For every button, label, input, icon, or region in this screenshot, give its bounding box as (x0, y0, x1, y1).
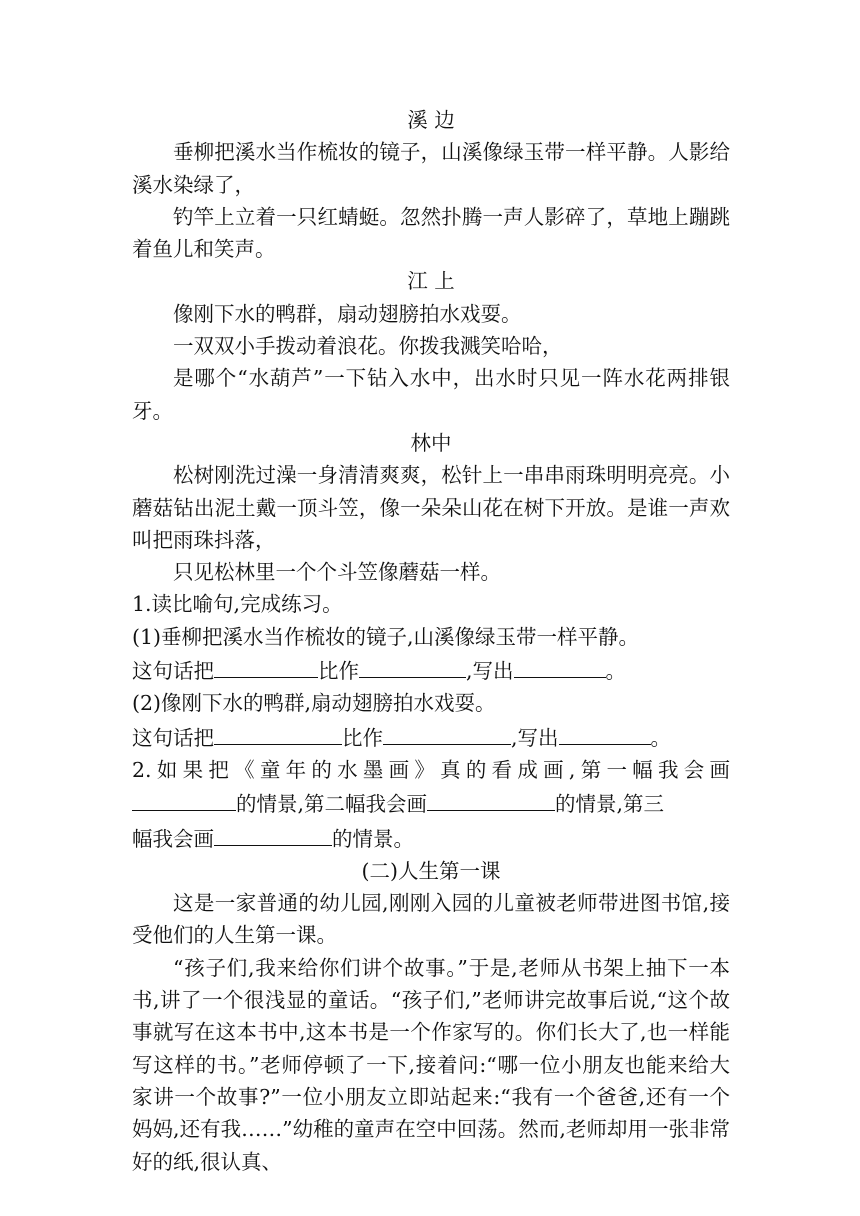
poem-paragraph: 是哪个“水葫芦”一下钻入水中，出水时只见一阵水花两排银牙。 (132, 366, 730, 423)
fill-text: 幅我会画 (132, 826, 214, 851)
fill-text: ,写出 (511, 725, 559, 750)
answer-blank[interactable] (427, 786, 555, 811)
answer-blank[interactable] (132, 786, 236, 811)
answer-blank[interactable] (214, 720, 342, 745)
fill-text: 比作 (342, 725, 383, 750)
fill-text: 比作 (318, 659, 359, 684)
poem-paragraph: 钓竿上立着一只红蜻蜓。忽然扑腾一声人影碎了，草地上蹦跳着鱼儿和笑声。 (132, 204, 730, 262)
poem-paragraph: 只见松林里一个个斗笠像蘑菇一样。 (173, 560, 501, 585)
poem-section-title-1: 溪 边 (407, 108, 455, 132)
fill-text: 2.如果把《童年的水墨画》真的看成画,第一幅我会画 (132, 757, 730, 782)
fill-text: 的情景,第二幅我会画 (236, 792, 428, 817)
poem-section-title-2: 江 上 (407, 269, 455, 294)
story-title: (二)人生第一课 (361, 858, 501, 883)
poem-paragraph: 松树刚洗过澡一身清清爽爽，松针上一串串雨珠明明亮亮。小蘑菇钻出泥土戴一顶斗笠，像一朵朵山花在树下开放。是谁一声欢叫把雨珠抖落， (132, 463, 730, 552)
question-1-1: (1)垂柳把溪水当作梳妆的镜子,山溪像绿玉带一样平静。 (132, 624, 640, 649)
question-1-2-fill (132, 720, 730, 754)
story-paragraph: 这是一家普通的幼儿园,刚刚入园的儿童被老师带进图书馆,接受他们的人生第一课。 (132, 891, 730, 948)
answer-blank[interactable] (559, 720, 651, 745)
question-1-2: (2)像刚下水的鸭群,扇动翅膀拍水戏耍。 (132, 691, 496, 716)
answer-blank[interactable] (383, 720, 511, 745)
fill-text: 。 (650, 725, 672, 750)
answer-blank[interactable] (214, 653, 318, 678)
poem-paragraph: 垂柳把溪水当作梳妆的镜子，山溪像绿玉带一样平静。人影给溪水染绿了， (132, 140, 730, 197)
fill-text: 的情景。 (332, 826, 414, 851)
poem-section-title-3: 林中 (410, 430, 452, 455)
question-2-fill-2 (132, 821, 730, 855)
fill-text: ,写出 (466, 659, 514, 684)
answer-blank[interactable] (214, 821, 332, 846)
answer-blank[interactable] (359, 653, 466, 678)
question-1: 1.读比喻句,完成练习。 (132, 592, 343, 617)
question-1-1-fill (132, 653, 730, 687)
answer-blank[interactable] (514, 653, 606, 678)
poem-paragraph: 像刚下水的鸭群，扇动翅膀拍水戏耍。 (173, 301, 522, 326)
fill-text: 这句话把 (132, 659, 214, 684)
fill-text: 。 (605, 659, 627, 684)
fill-text: 的情景,第三 (555, 792, 665, 817)
poem-paragraph: 一双双小手拨动着浪花。你拨我溅笑哈哈， (173, 334, 563, 359)
document-page (132, 104, 730, 1178)
question-2 (132, 754, 730, 786)
fill-text: 这句话把 (132, 725, 214, 750)
question-2-fill (132, 786, 730, 820)
story-paragraph: “孩子们,我来给你们讲个故事。”于是,老师从书架上抽下一本书,讲了一个很浅显的童话。“孩子们,”老师讲完故事后说,“这个故事就写在这本书中,这本书是一个作家写的。你们长大了,也一样能写这样的书。”老师停顿了一下,接着问:“哪一位小朋友也能来给大家讲一个故事?”一位小朋友立即站起来:“我有一个爸爸,还有一个妈妈,还有我……”幼稚的童声在空中回荡。然而,老师却用一张非常好的纸,很认真、 (132, 955, 730, 1174)
